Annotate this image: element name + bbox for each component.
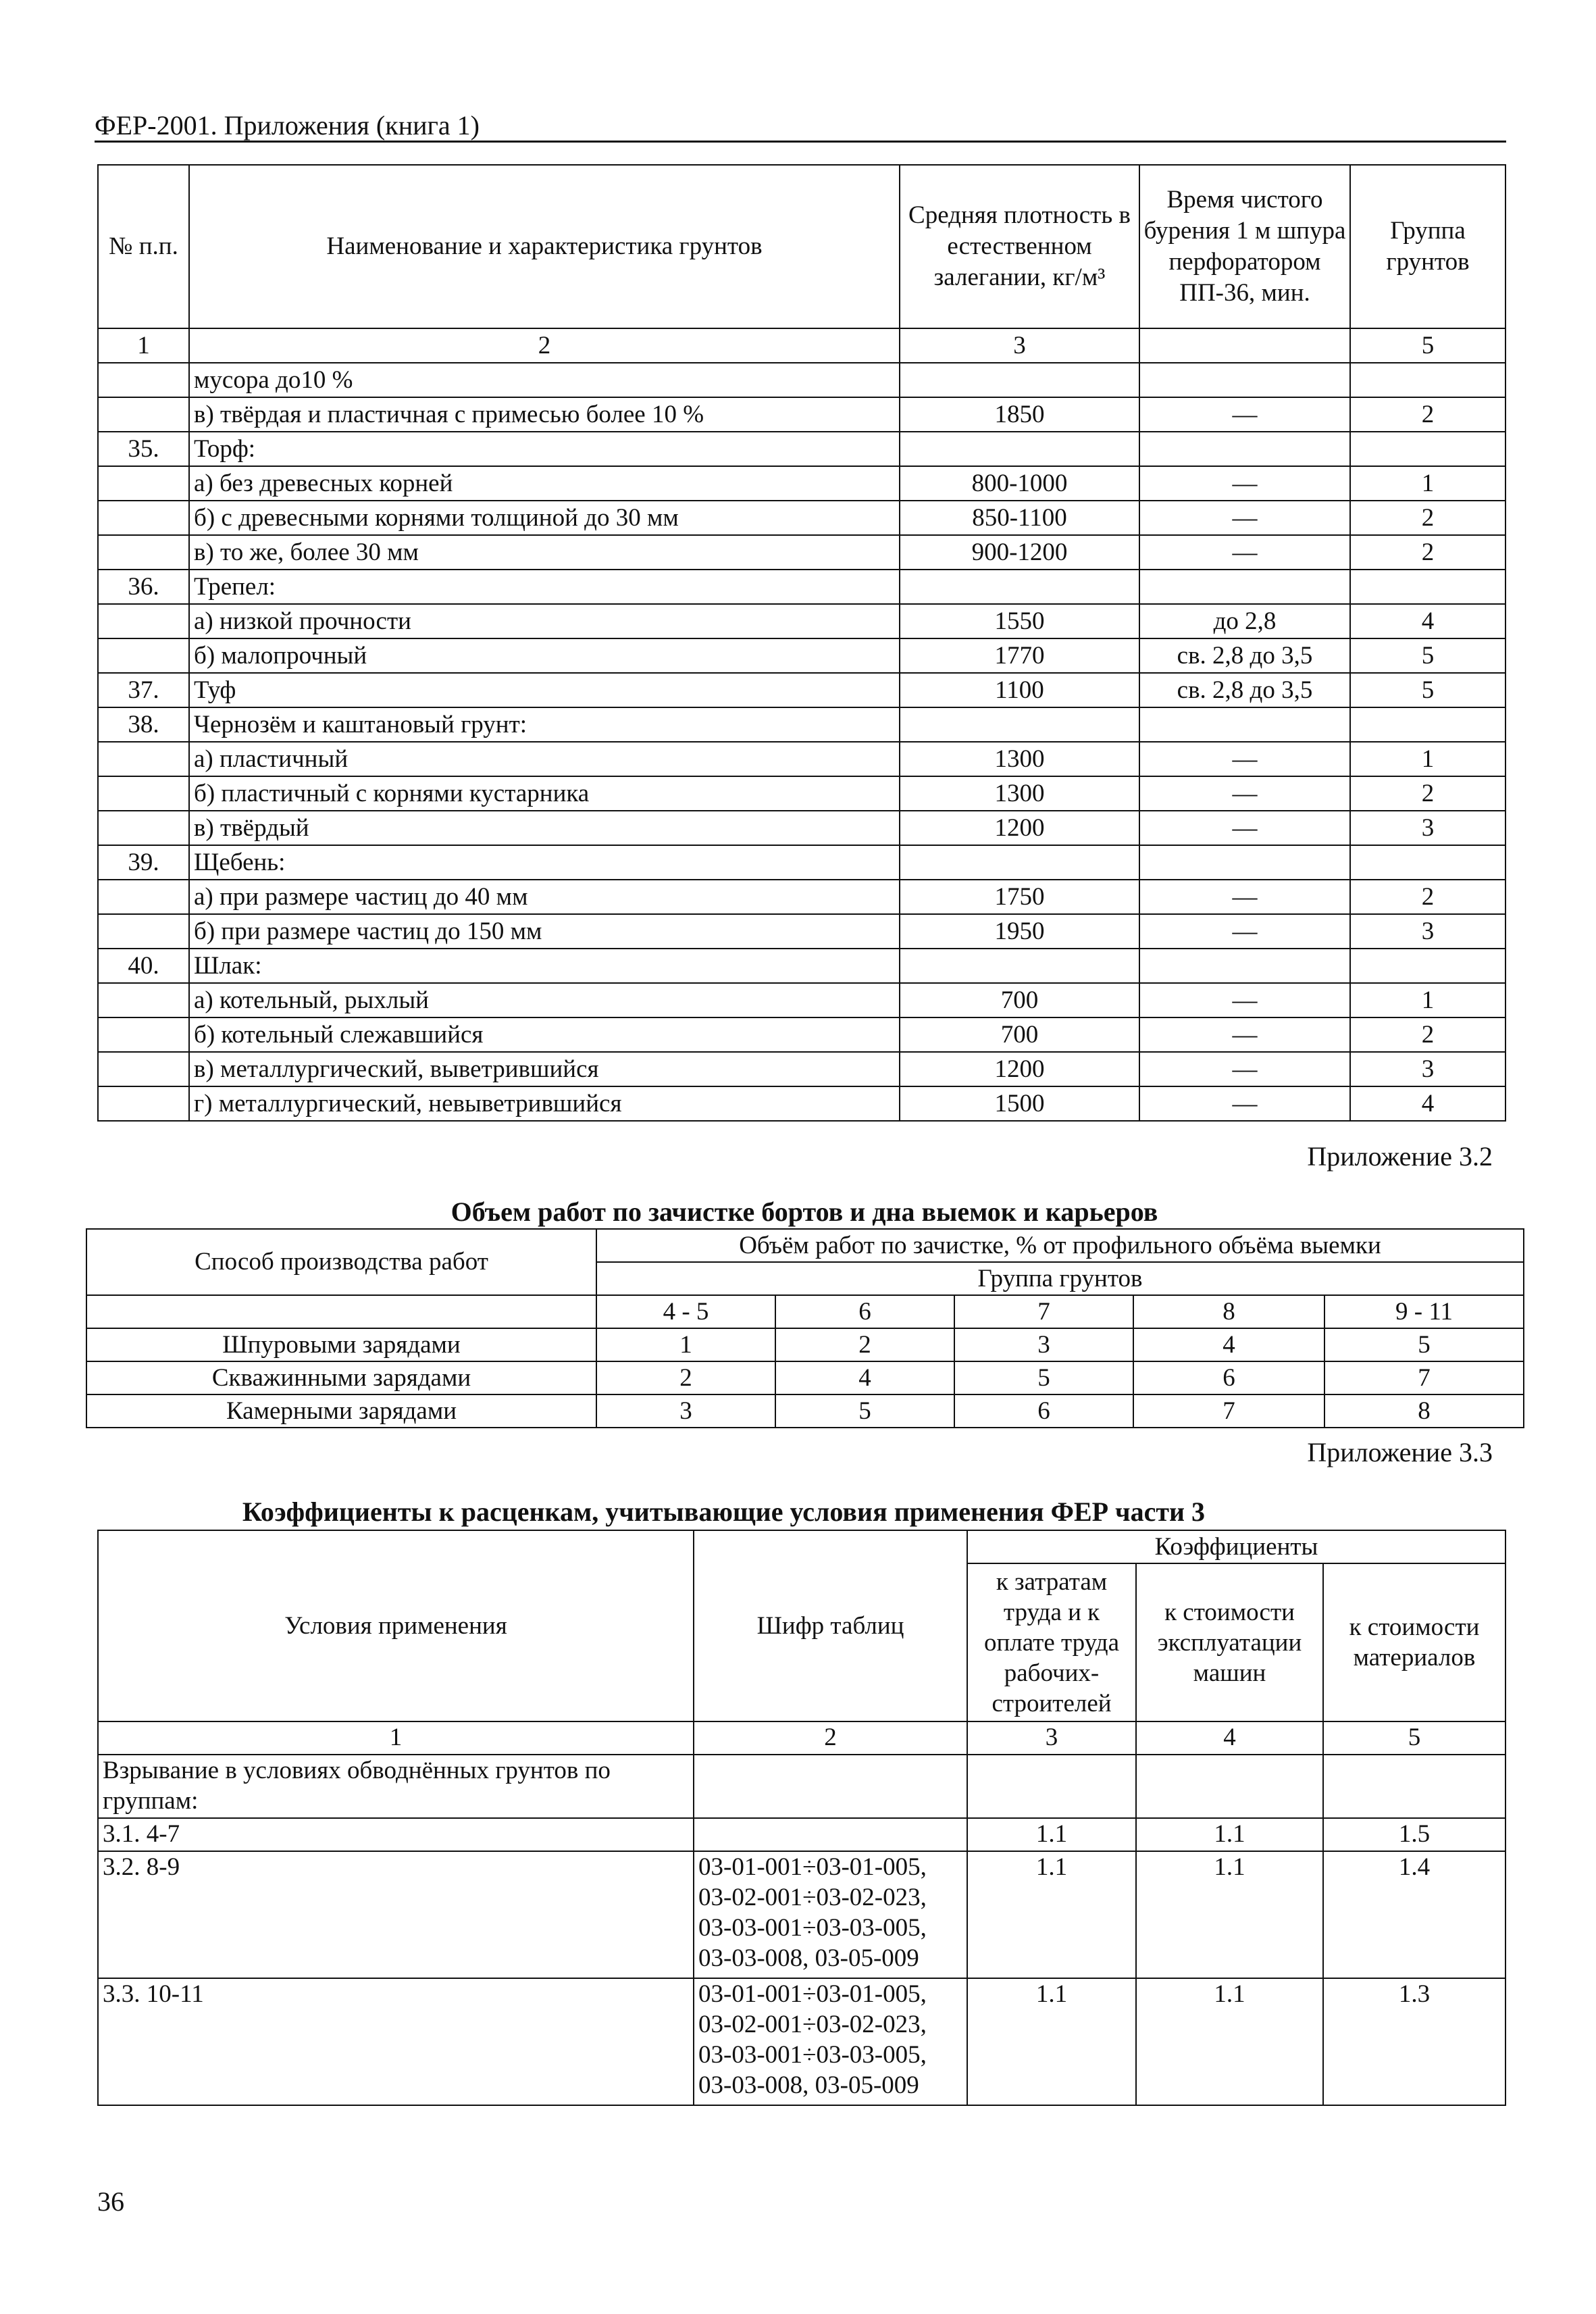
materials-coef	[1323, 1755, 1505, 1818]
condition-text: Взрывание в условиях обводнённых грунтов по группам:	[98, 1755, 694, 1818]
drill-time-value: —	[1139, 983, 1350, 1017]
drill-time-value: —	[1139, 1017, 1350, 1052]
row-number	[98, 363, 189, 397]
group-value: 2	[1350, 397, 1505, 432]
col-number: 2	[189, 328, 900, 363]
col-number: 3	[900, 328, 1139, 363]
coefficients-table	[97, 1530, 1506, 2106]
drill-time-value: —	[1139, 535, 1350, 570]
table-row	[98, 742, 1505, 776]
method-name: Скважинными зарядами	[86, 1361, 596, 1394]
soil-name: а) при размере частиц до 40 мм	[189, 880, 900, 914]
row-number	[98, 397, 189, 432]
group-value: 1	[1350, 466, 1505, 501]
cleaning-volume-body	[86, 1328, 1524, 1428]
table-row	[98, 1978, 1505, 2105]
row-number	[98, 535, 189, 570]
group-label: 9 - 11	[1324, 1295, 1524, 1328]
method-name: Шпуровыми зарядами	[86, 1328, 596, 1361]
soil-name: б) пластичный с корнями кустарника	[189, 776, 900, 811]
density-value: 1500	[900, 1086, 1139, 1121]
density-value	[900, 432, 1139, 466]
density-value	[900, 707, 1139, 742]
group-label: 7	[954, 1295, 1133, 1328]
drill-time-value: —	[1139, 776, 1350, 811]
drill-time-value: св. 2,8 до 3,5	[1139, 638, 1350, 673]
group-value: 4	[1350, 604, 1505, 638]
group-value: 3	[1350, 1052, 1505, 1086]
table-row	[98, 811, 1505, 845]
header-name: Наименование и характеристика грунтов	[189, 165, 900, 328]
condition-text: 3.3. 10-11	[98, 1978, 694, 2105]
drill-time-value: —	[1139, 880, 1350, 914]
table-row	[86, 1361, 1524, 1394]
density-value	[900, 570, 1139, 604]
col-number: 1	[98, 1721, 694, 1755]
header-num: № п.п.	[98, 165, 189, 328]
table-row	[98, 1086, 1505, 1121]
volume-header: Объём работ по зачистке, % от профильного объёма выемки	[596, 1229, 1524, 1262]
group-value: 1	[1350, 983, 1505, 1017]
soil-name: Шлак:	[189, 949, 900, 983]
soil-name: Туф	[189, 673, 900, 707]
density-value: 850-1100	[900, 501, 1139, 535]
row-number	[98, 1086, 189, 1121]
table-row	[86, 1394, 1524, 1428]
table-caption: Объем работ по зачистке бортов и дна выемок и карьеров	[451, 1197, 1158, 1227]
volume-value: 6	[1133, 1361, 1324, 1394]
drill-time-value: до 2,8	[1139, 604, 1350, 638]
row-number	[98, 604, 189, 638]
col-number: 3	[967, 1721, 1136, 1755]
volume-value: 4	[1133, 1328, 1324, 1361]
drill-time-value: —	[1139, 501, 1350, 535]
table-row	[98, 638, 1505, 673]
volume-value: 4	[775, 1361, 954, 1394]
row-number	[98, 776, 189, 811]
group-label: 8	[1133, 1295, 1324, 1328]
table-row	[98, 501, 1505, 535]
header-labor: к затратам труда и к оплате труда рабочих-строителей	[967, 1563, 1136, 1721]
table-row	[98, 707, 1505, 742]
header-materials: к стоимости материалов	[1323, 1563, 1505, 1721]
header-rule	[95, 141, 1506, 143]
method-name: Камерными зарядами	[86, 1394, 596, 1428]
method-header: Способ производства работ	[86, 1229, 596, 1295]
soil-name: Чернозём и каштановый грунт:	[189, 707, 900, 742]
soil-name: Торф:	[189, 432, 900, 466]
header-density: Средняя плотность в естественном залегании, кг/м³	[900, 165, 1139, 328]
row-number	[98, 1052, 189, 1086]
condition-text: 3.2. 8-9	[98, 1851, 694, 1978]
labor-coef: 1.1	[967, 1978, 1136, 2105]
group-value	[1350, 570, 1505, 604]
density-value: 1100	[900, 673, 1139, 707]
header-code: Шифр таблиц	[694, 1530, 967, 1721]
table-row	[98, 397, 1505, 432]
soil-name: в) то же, более 30 мм	[189, 535, 900, 570]
group-value: 1	[1350, 742, 1505, 776]
group-value: 3	[1350, 914, 1505, 949]
table-row	[98, 1818, 1505, 1851]
volume-value: 2	[775, 1328, 954, 1361]
col-number: 4	[1136, 1721, 1323, 1755]
volume-value: 3	[596, 1394, 775, 1428]
header-coefficients: Коэффициенты	[967, 1530, 1505, 1563]
col-number: 2	[694, 1721, 967, 1755]
density-value: 1200	[900, 1052, 1139, 1086]
row-number	[98, 638, 189, 673]
row-number	[98, 466, 189, 501]
col-number: 1	[98, 328, 189, 363]
cleaning-volume-table	[86, 1228, 1524, 1428]
machines-coef: 1.1	[1136, 1851, 1323, 1978]
table-row	[98, 949, 1505, 983]
group-value: 2	[1350, 1017, 1505, 1052]
row-number	[98, 983, 189, 1017]
table-row	[98, 604, 1505, 638]
col-number: 5	[1323, 1721, 1505, 1755]
density-value: 700	[900, 1017, 1139, 1052]
col-number	[1139, 328, 1350, 363]
soil-name: в) твёрдая и пластичная с примесью более 10 %	[189, 397, 900, 432]
table-row	[98, 535, 1505, 570]
header-machines: к стоимости эксплуатации машин	[1136, 1563, 1323, 1721]
row-number	[98, 914, 189, 949]
group-label: 4 - 5	[596, 1295, 775, 1328]
group-header: Группа грунтов	[596, 1262, 1524, 1295]
soil-name: в) твёрдый	[189, 811, 900, 845]
drill-time-value	[1139, 707, 1350, 742]
group-value: 5	[1350, 673, 1505, 707]
drill-time-value: —	[1139, 811, 1350, 845]
density-value	[900, 949, 1139, 983]
volume-value: 5	[954, 1361, 1133, 1394]
table-row	[98, 1052, 1505, 1086]
table-row	[98, 570, 1505, 604]
table-row	[98, 845, 1505, 880]
table-code	[694, 1755, 967, 1818]
table-caption: Коэффициенты к расценкам, учитывающие условия применения ФЕР части 3	[242, 1496, 1206, 1527]
drill-time-value	[1139, 845, 1350, 880]
row-number	[98, 811, 189, 845]
drill-time-value: —	[1139, 914, 1350, 949]
density-value: 800-1000	[900, 466, 1139, 501]
col-number: 5	[1350, 328, 1505, 363]
table-row	[98, 1017, 1505, 1052]
document-header: ФЕР-2001. Приложения (книга 1)	[95, 110, 480, 141]
soil-name: б) котельный слежавшийся	[189, 1017, 900, 1052]
soil-name: г) металлургический, невыветрившийся	[189, 1086, 900, 1121]
materials-coef: 1.5	[1323, 1818, 1505, 1851]
machines-coef	[1136, 1755, 1323, 1818]
materials-coef: 1.4	[1323, 1851, 1505, 1978]
group-value	[1350, 432, 1505, 466]
density-value: 1200	[900, 811, 1139, 845]
row-number: 39.	[98, 845, 189, 880]
row-number: 38.	[98, 707, 189, 742]
density-value	[900, 845, 1139, 880]
group-value: 4	[1350, 1086, 1505, 1121]
group-value	[1350, 363, 1505, 397]
row-number: 40.	[98, 949, 189, 983]
density-value: 1300	[900, 776, 1139, 811]
volume-value: 5	[775, 1394, 954, 1428]
soil-table	[97, 164, 1506, 1122]
group-value: 3	[1350, 811, 1505, 845]
table-row	[98, 983, 1505, 1017]
group-value: 2	[1350, 535, 1505, 570]
volume-value: 1	[596, 1328, 775, 1361]
volume-value: 7	[1133, 1394, 1324, 1428]
density-value: 700	[900, 983, 1139, 1017]
table-row	[98, 1851, 1505, 1978]
soil-table-body	[98, 363, 1505, 1121]
soil-name: Трепел:	[189, 570, 900, 604]
annex-label: Приложение 3.2	[1307, 1141, 1493, 1172]
condition-text: 3.1. 4-7	[98, 1818, 694, 1851]
table-row	[98, 776, 1505, 811]
density-value: 1770	[900, 638, 1139, 673]
drill-time-value	[1139, 949, 1350, 983]
density-value: 900-1200	[900, 535, 1139, 570]
labor-coef: 1.1	[967, 1851, 1136, 1978]
group-value: 2	[1350, 880, 1505, 914]
soil-name: в) металлургический, выветрившийся	[189, 1052, 900, 1086]
group-value: 5	[1350, 638, 1505, 673]
group-value	[1350, 949, 1505, 983]
drill-time-value: —	[1139, 1086, 1350, 1121]
table-row	[98, 363, 1505, 397]
machines-coef: 1.1	[1136, 1818, 1323, 1851]
machines-coef: 1.1	[1136, 1978, 1323, 2105]
row-number	[98, 880, 189, 914]
group-value: 2	[1350, 501, 1505, 535]
header-drill-time: Время чистого бурения 1 м шпура перфоратором ПП-36, мин.	[1139, 165, 1350, 328]
density-value: 1550	[900, 604, 1139, 638]
density-value: 1300	[900, 742, 1139, 776]
drill-time-value: —	[1139, 397, 1350, 432]
soil-name: Щебень:	[189, 845, 900, 880]
table-row	[98, 880, 1505, 914]
density-value: 1850	[900, 397, 1139, 432]
drill-time-value: —	[1139, 1052, 1350, 1086]
row-number	[98, 1017, 189, 1052]
table-row	[98, 1755, 1505, 1818]
labor-coef: 1.1	[967, 1818, 1136, 1851]
table-code: 03-01-001÷03-01-005, 03-02-001÷03-02-023, 03-03-001÷03-03-005, 03-03-008, 03-05-009	[694, 1978, 967, 2105]
row-number	[98, 742, 189, 776]
header-conditions: Условия применения	[98, 1530, 694, 1721]
table-row	[98, 466, 1505, 501]
density-value: 1950	[900, 914, 1139, 949]
drill-time-value: —	[1139, 742, 1350, 776]
row-number	[98, 501, 189, 535]
soil-name: мусора до10 %	[189, 363, 900, 397]
density-value	[900, 363, 1139, 397]
group-value: 2	[1350, 776, 1505, 811]
annex-label: Приложение 3.3	[1307, 1437, 1493, 1467]
volume-value: 8	[1324, 1394, 1524, 1428]
table-code: 03-01-001÷03-01-005, 03-02-001÷03-02-023, 03-03-001÷03-03-005, 03-03-008, 03-05-009	[694, 1851, 967, 1978]
empty-cell	[86, 1295, 596, 1328]
soil-name: а) без древесных корней	[189, 466, 900, 501]
page-number: 36	[97, 2186, 124, 2217]
group-value	[1350, 845, 1505, 880]
soil-name: б) при размере частиц до 150 мм	[189, 914, 900, 949]
row-number: 35.	[98, 432, 189, 466]
labor-coef	[967, 1755, 1136, 1818]
drill-time-value: —	[1139, 466, 1350, 501]
table-row	[98, 432, 1505, 466]
drill-time-value: св. 2,8 до 3,5	[1139, 673, 1350, 707]
volume-value: 6	[954, 1394, 1133, 1428]
soil-name: б) малопрочный	[189, 638, 900, 673]
coefficients-body	[98, 1755, 1505, 2105]
density-value: 1750	[900, 880, 1139, 914]
row-number: 36.	[98, 570, 189, 604]
volume-value: 5	[1324, 1328, 1524, 1361]
drill-time-value	[1139, 570, 1350, 604]
volume-value: 2	[596, 1361, 775, 1394]
table-row	[86, 1328, 1524, 1361]
volume-value: 7	[1324, 1361, 1524, 1394]
group-value	[1350, 707, 1505, 742]
volume-value: 3	[954, 1328, 1133, 1361]
group-label: 6	[775, 1295, 954, 1328]
materials-coef: 1.3	[1323, 1978, 1505, 2105]
header-group: Группа грунтов	[1350, 165, 1505, 328]
soil-name: а) котельный, рыхлый	[189, 983, 900, 1017]
row-number: 37.	[98, 673, 189, 707]
soil-name: а) низкой прочности	[189, 604, 900, 638]
table-code	[694, 1818, 967, 1851]
table-row	[98, 673, 1505, 707]
table-row	[98, 914, 1505, 949]
drill-time-value	[1139, 363, 1350, 397]
soil-name: б) с древесными корнями толщиной до 30 мм	[189, 501, 900, 535]
drill-time-value	[1139, 432, 1350, 466]
soil-name: а) пластичный	[189, 742, 900, 776]
